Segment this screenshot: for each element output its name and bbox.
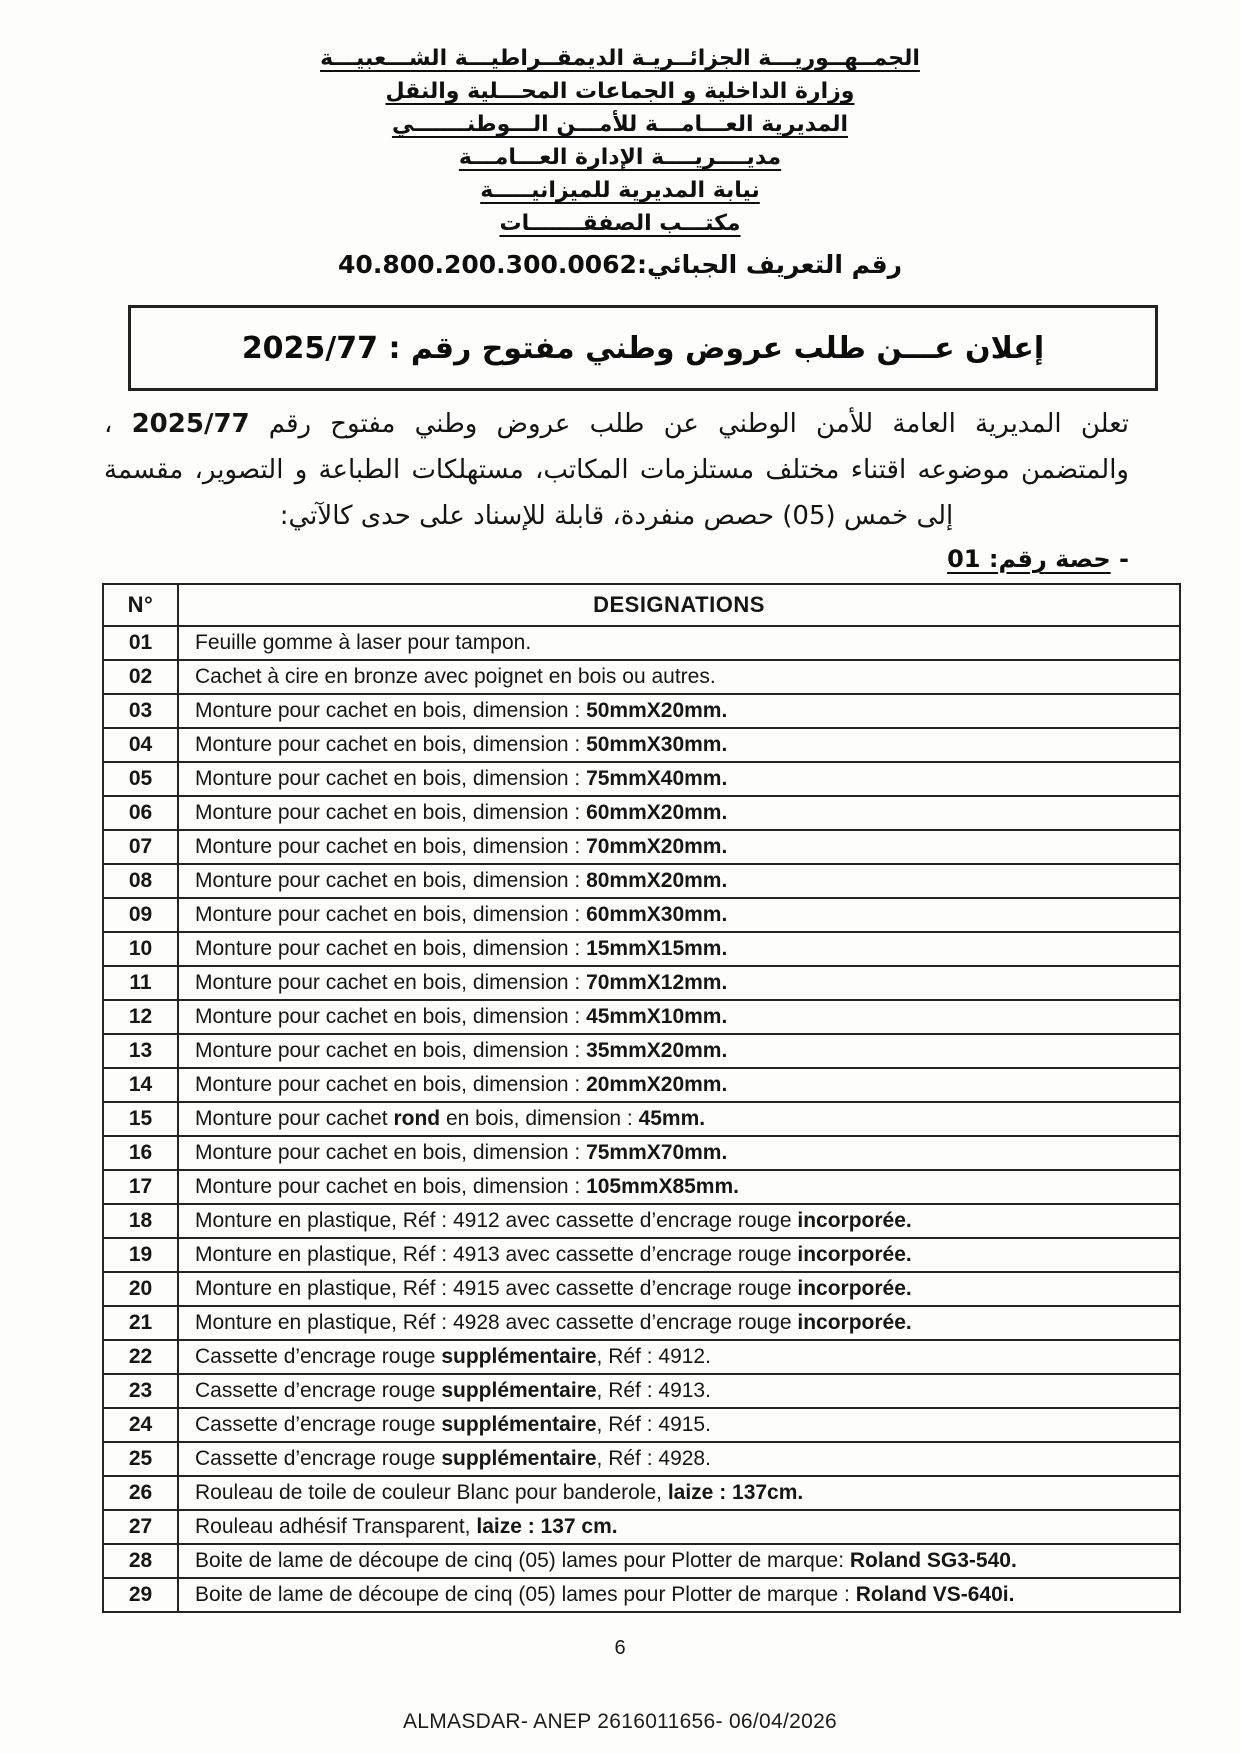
text-part: , Réf : 4912. <box>596 1345 711 1368</box>
letterhead-line: وزارة الداخلية و الجماعات المحـــلية والنقل <box>385 79 855 104</box>
bold-text-part: 60mmX20mm. <box>586 801 728 824</box>
bold-text-part: supplémentaire <box>441 1447 597 1470</box>
row-designation <box>178 762 1180 796</box>
row-number: 09 <box>103 898 178 932</box>
bold-text-part: 70mmX12mm. <box>586 971 728 994</box>
text-part: Cassette d’encrage rouge <box>195 1379 442 1402</box>
text-part: Monture pour cachet en bois, dimension : <box>195 869 587 892</box>
bold-text-part: 75mmX40mm. <box>586 767 728 790</box>
row-designation <box>178 796 1180 830</box>
designations-table-header <box>103 584 1180 626</box>
tender-notice-title: إعلان عـــن طلب عروض وطني مفتوح رقم : 2025/77 <box>241 330 1045 366</box>
text-part: Monture pour cachet en bois, dimension : <box>195 733 587 756</box>
row-designation <box>178 660 1180 694</box>
bold-text-part: 2025/77 <box>131 409 250 439</box>
text-part: , Réf : 4913. <box>596 1379 711 1402</box>
table-row <box>103 1476 1180 1510</box>
designations-table-body <box>103 626 1180 1612</box>
row-designation <box>178 1170 1180 1204</box>
tender-notice-box <box>128 305 1158 391</box>
text-part: Cassette d’encrage rouge <box>195 1345 442 1368</box>
bold-text-part: supplémentaire <box>441 1379 597 1402</box>
intro-paragraph <box>104 401 1129 539</box>
table-row <box>103 1068 1180 1102</box>
row-designation <box>178 728 1180 762</box>
table-row <box>103 728 1180 762</box>
row-designation <box>178 1238 1180 1272</box>
table-row <box>103 1136 1180 1170</box>
bold-text-part: 70mmX20mm. <box>586 835 728 858</box>
bold-text-part: incorporée. <box>797 1209 912 1232</box>
intro-line <box>104 401 1129 447</box>
row-designation <box>178 1578 1180 1612</box>
table-row <box>103 1510 1180 1544</box>
table-row <box>103 864 1180 898</box>
bold-text-part: Roland SG3-540. <box>849 1549 1017 1572</box>
intro-line <box>104 493 1129 539</box>
text-part: إلى خمس (05) حصص منفردة، قابلة للإسناد على حدى كالآتي: <box>279 501 954 531</box>
row-designation <box>178 1544 1180 1578</box>
text-part: Monture pour cachet en bois, dimension : <box>195 1039 587 1062</box>
row-designation <box>178 1374 1180 1408</box>
table-row <box>103 796 1180 830</box>
text-part: Monture pour cachet en bois, dimension : <box>195 1141 587 1164</box>
row-number: 07 <box>103 830 178 864</box>
row-number: 21 <box>103 1306 178 1340</box>
table-row <box>103 660 1180 694</box>
text-part: Monture en plastique, Réf : 4915 avec cassette d’encrage rouge <box>195 1277 798 1300</box>
row-designation <box>178 1000 1180 1034</box>
table-row <box>103 830 1180 864</box>
text-part: Boite de lame de découpe de cinq (05) lames pour Plotter de marque : <box>195 1583 856 1606</box>
row-number: 20 <box>103 1272 178 1306</box>
row-number: 08 <box>103 864 178 898</box>
table-row <box>103 1306 1180 1340</box>
row-number: 28 <box>103 1544 178 1578</box>
row-number: 15 <box>103 1102 178 1136</box>
bold-text-part: supplémentaire <box>441 1413 597 1436</box>
row-number: 27 <box>103 1510 178 1544</box>
row-designation <box>178 1442 1180 1476</box>
row-number: 18 <box>103 1204 178 1238</box>
text-part: Monture en plastique, Réf : 4913 avec cassette d’encrage rouge <box>195 1243 798 1266</box>
row-designation <box>178 1034 1180 1068</box>
text-part: Monture pour cachet en bois, dimension : <box>195 971 587 994</box>
row-number: 29 <box>103 1578 178 1612</box>
row-designation <box>178 694 1180 728</box>
table-row <box>103 1102 1180 1136</box>
bold-text-part: 35mmX20mm. <box>586 1039 728 1062</box>
row-number: 14 <box>103 1068 178 1102</box>
page-number: 6 <box>614 1637 626 1659</box>
bold-text-part: 15mmX15mm. <box>586 937 728 960</box>
table-row <box>103 1578 1180 1612</box>
text-part: Monture pour cachet en bois, dimension : <box>195 767 587 790</box>
row-designation <box>178 966 1180 1000</box>
row-designation <box>178 1102 1180 1136</box>
table-row <box>103 626 1180 660</box>
text-part: , Réf : 4928. <box>596 1447 711 1470</box>
text-part: Cachet à cire en bronze avec poignet en bois ou autres. <box>195 665 716 688</box>
bold-text-part: 60mmX30mm. <box>586 903 728 926</box>
row-number: 22 <box>103 1340 178 1374</box>
column-header-num: N° <box>103 584 178 626</box>
table-row <box>103 1170 1180 1204</box>
text-part: Boite de lame de découpe de cinq (05) lames pour Plotter de marque: <box>195 1549 850 1572</box>
row-designation <box>178 864 1180 898</box>
table-row <box>103 1374 1180 1408</box>
row-designation <box>178 1306 1180 1340</box>
table-row <box>103 1442 1180 1476</box>
column-header-designations: DESIGNATIONS <box>178 584 1180 626</box>
row-number: 05 <box>103 762 178 796</box>
letterhead-line: المديرية العـــامـــة للأمـــن الـــوطنـــــــي <box>391 112 849 137</box>
lot-number-line <box>104 541 1129 577</box>
row-designation <box>178 1340 1180 1374</box>
table-row <box>103 898 1180 932</box>
text-part: Monture pour cachet en bois, dimension : <box>195 1005 587 1028</box>
row-number: 19 <box>103 1238 178 1272</box>
text-part: Monture pour cachet en bois, dimension : <box>195 699 587 722</box>
table-row <box>103 1272 1180 1306</box>
letterhead-line: نيابة المديرية للميزانيـــــة <box>480 178 760 203</box>
text-part: Monture pour cachet en bois, dimension : <box>195 801 587 824</box>
tax-identification-line: رقم التعريف الجبائي:40.800.200.300.0062 <box>338 250 902 279</box>
row-designation <box>178 1272 1180 1306</box>
row-designation <box>178 1136 1180 1170</box>
row-number: 04 <box>103 728 178 762</box>
row-number: 23 <box>103 1374 178 1408</box>
bold-text-part: 50mmX20mm. <box>586 699 728 722</box>
row-designation <box>178 932 1180 966</box>
bold-text-part: incorporée. <box>797 1243 912 1266</box>
table-row <box>103 1000 1180 1034</box>
row-number: 24 <box>103 1408 178 1442</box>
bold-text-part: 45mm. <box>638 1107 706 1130</box>
letterhead-line: مكتـــب الصفقـــــــات <box>499 211 741 236</box>
row-number: 06 <box>103 796 178 830</box>
footer-publication-line: ALMASDAR- ANEP 2616011656- 06/04/2026 <box>402 1710 838 1733</box>
table-row <box>103 1238 1180 1272</box>
bold-text-part: rond <box>393 1107 441 1130</box>
bold-text-part: supplémentaire <box>441 1345 597 1368</box>
letterhead-line: الجمــهــوريـــة الجزائــريـة الديمقــراطيـــة الشـــعبيـــة <box>320 46 920 71</box>
bold-text-part: 20mmX20mm. <box>586 1073 728 1096</box>
bold-text-part: laize : 137 cm. <box>476 1515 618 1538</box>
intro-line <box>104 447 1129 493</box>
text-part: , Réf : 4915. <box>596 1413 711 1436</box>
row-designation <box>178 1068 1180 1102</box>
row-number: 25 <box>103 1442 178 1476</box>
designations-table <box>102 583 1181 1613</box>
row-designation <box>178 1476 1180 1510</box>
table-row <box>103 966 1180 1000</box>
letterhead-line: مديــــريــــة الإدارة العـــامـــة <box>458 145 782 170</box>
row-number: 13 <box>103 1034 178 1068</box>
text-part: والمتضمن موضوعه اقتناء مختلف مستلزمات المكاتب، مستهلكات الطباعة و التصوير، مقسمة <box>104 455 1129 485</box>
row-designation <box>178 1408 1180 1442</box>
text-part: en bois, dimension : <box>440 1107 639 1130</box>
row-designation <box>178 830 1180 864</box>
text-part: ، <box>104 409 132 439</box>
row-number: 16 <box>103 1136 178 1170</box>
text-part: Monture pour cachet en bois, dimension : <box>195 1073 587 1096</box>
table-row <box>103 1408 1180 1442</box>
text-part: Feuille gomme à laser pour tampon. <box>195 631 532 654</box>
bold-text-part: incorporée. <box>797 1277 912 1300</box>
lot-label: حصة رقم: 01 <box>947 545 1111 573</box>
row-designation <box>178 1510 1180 1544</box>
row-number: 10 <box>103 932 178 966</box>
bold-text-part: laize : 137cm. <box>667 1481 804 1504</box>
text-part: Rouleau de toile de couleur Blanc pour banderole, <box>195 1481 668 1504</box>
bold-text-part: 75mmX70mm. <box>586 1141 728 1164</box>
text-part: Monture pour cachet en bois, dimension : <box>195 937 587 960</box>
text-part: Monture en plastique, Réf : 4928 avec cassette d’encrage rouge <box>195 1311 798 1334</box>
text-part: Monture pour cachet <box>195 1107 394 1130</box>
row-number: 01 <box>103 626 178 660</box>
bold-text-part: incorporée. <box>797 1311 912 1334</box>
row-number: 02 <box>103 660 178 694</box>
bold-text-part: 45mmX10mm. <box>586 1005 728 1028</box>
table-row <box>103 694 1180 728</box>
text-part: Monture pour cachet en bois, dimension : <box>195 903 587 926</box>
table-row <box>103 1544 1180 1578</box>
text-part: Rouleau adhésif Transparent, <box>195 1515 477 1538</box>
row-designation <box>178 626 1180 660</box>
table-row <box>103 762 1180 796</box>
row-number: 26 <box>103 1476 178 1510</box>
text-part: تعلن المديرية العامة للأمن الوطني عن طلب عروض وطني مفتوح رقم <box>249 409 1129 439</box>
row-designation <box>178 898 1180 932</box>
row-number: 17 <box>103 1170 178 1204</box>
arabic-letterhead <box>70 0 1170 281</box>
table-row <box>103 1204 1180 1238</box>
bold-text-part: 105mmX85mm. <box>586 1175 739 1198</box>
row-number: 12 <box>103 1000 178 1034</box>
text-part: Monture pour cachet en bois, dimension : <box>195 835 587 858</box>
table-header-row <box>103 584 1180 626</box>
bold-text-part: 50mmX30mm. <box>586 733 728 756</box>
row-number: 11 <box>103 966 178 1000</box>
table-row <box>103 1340 1180 1374</box>
text-part: Cassette d’encrage rouge <box>195 1413 442 1436</box>
text-part: Cassette d’encrage rouge <box>195 1447 442 1470</box>
row-designation <box>178 1204 1180 1238</box>
text-part: Monture en plastique, Réf : 4912 avec cassette d’encrage rouge <box>195 1209 798 1232</box>
row-number: 03 <box>103 694 178 728</box>
bold-text-part: 80mmX20mm. <box>586 869 728 892</box>
arabic-header-lines <box>70 42 1170 240</box>
lot-dash: - <box>1110 545 1129 573</box>
bold-text-part: Roland VS-640i. <box>855 1583 1015 1606</box>
table-row <box>103 1034 1180 1068</box>
table-row <box>103 932 1180 966</box>
text-part: Monture pour cachet en bois, dimension : <box>195 1175 587 1198</box>
